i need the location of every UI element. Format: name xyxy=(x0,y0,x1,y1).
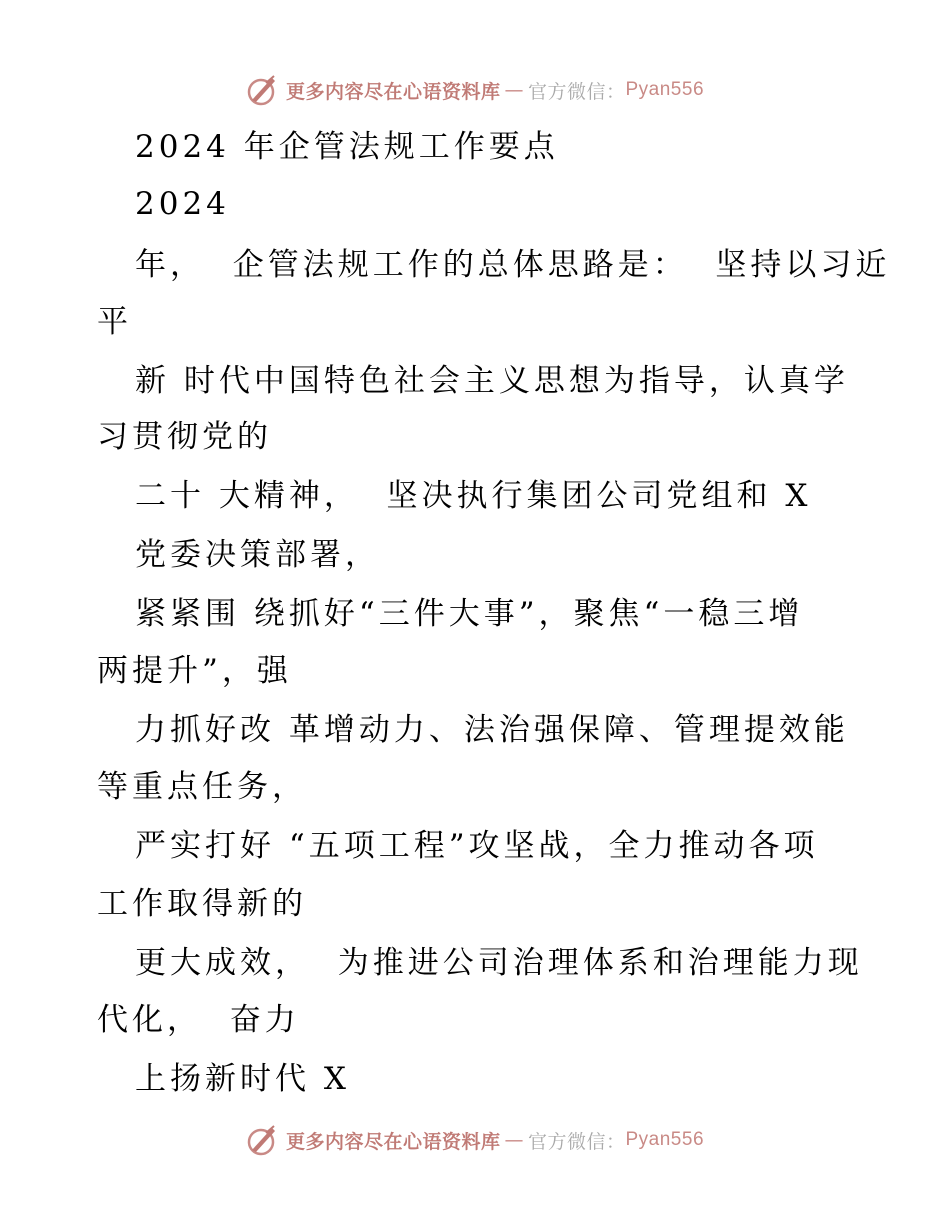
doc-line: 新 时代中国特色社会主义思想为指导，认真学 xyxy=(135,363,849,399)
watermark-separator: — xyxy=(504,1129,524,1151)
doc-line: 更大成效， 为推进公司治理体系和治理能力现 xyxy=(135,945,863,981)
header-watermark xyxy=(0,70,950,110)
doc-line: 力抓好改 革增动力、法治强保障、管理提效能 xyxy=(135,712,849,748)
doc-line: 平 xyxy=(97,304,132,340)
doc-line: 代化， 奋力 xyxy=(97,1002,300,1038)
doc-line: 习贯彻党的 xyxy=(97,419,272,455)
footer-watermark xyxy=(0,1120,950,1160)
doc-line: 2024 xyxy=(135,186,230,222)
doc-line: 等重点任务， xyxy=(97,769,307,805)
doc-line: 上扬新时代 X xyxy=(135,1061,350,1097)
doc-line: 党委决策部署， xyxy=(135,537,380,573)
doc-title: 2024 年企管法规工作要点 xyxy=(135,129,559,165)
doc-line: 严实打好 “五项工程”攻坚战，全力推动各项 xyxy=(135,828,819,864)
doc-line: 工作取得新的 xyxy=(97,886,307,922)
watermark-label: 官方微信： xyxy=(527,80,626,103)
doc-line: 年， 企管法规工作的总体思路是： 坚持以习近 xyxy=(135,247,891,283)
quill-circle-logo-icon xyxy=(246,1123,280,1157)
watermark-account: Pyan556 xyxy=(625,1129,705,1150)
doc-line: 两提升”，强 xyxy=(97,653,292,689)
watermark-brand: 更多内容尽在心语资料库 xyxy=(285,80,501,103)
watermark-separator: — xyxy=(504,79,524,101)
doc-line: 紧紧围 绕抓好“三件大事”，聚焦“一稳三增 xyxy=(135,596,804,632)
watermark-account: Pyan556 xyxy=(625,79,705,100)
quill-circle-logo-icon xyxy=(246,73,280,107)
watermark-brand: 更多内容尽在心语资料库 xyxy=(285,1130,501,1153)
watermark-label: 官方微信： xyxy=(527,1130,626,1153)
doc-line: 二十 大精神， 坚决执行集团公司党组和 X xyxy=(135,478,812,514)
